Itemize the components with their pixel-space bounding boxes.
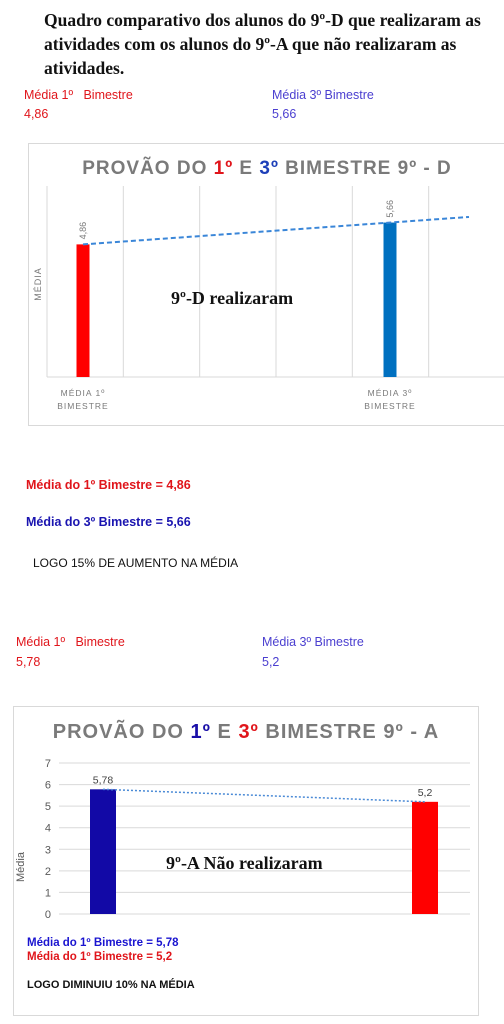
chart-d-tick-label: MÉDIA 3º (367, 388, 413, 398)
chart-a-bar (90, 789, 116, 914)
a-conclusion: LOGO DIMINUIU 10% NA MÉDIA (27, 979, 195, 991)
chart-d-title-part-4: BIMESTRE 9º - D (278, 158, 452, 179)
chart-a-tick-label: 1 (44, 887, 51, 900)
a-avg3-label: Média 3º Bimestre (262, 635, 364, 649)
chart-a-overlay: 9º-A Não realizaram (166, 853, 323, 873)
chart-a-data-label: 5,2 (417, 786, 433, 799)
d-summary-2: Média do 3º Bimestre = 5,66 (26, 515, 191, 529)
d-avg1-label: Média 1º Bimestre (24, 88, 133, 102)
chart-a-ylabel: Média (15, 852, 27, 882)
chart-a-tick-label: 2 (44, 865, 51, 878)
chart-a-tick-label: 5 (44, 801, 51, 814)
chart-a-title-part-0: PROVÃO DO (52, 721, 191, 743)
d-avg3-value: 5,66 (272, 107, 297, 121)
chart-d-title-part-2: E (233, 158, 260, 179)
a-avg1-label: Média 1º Bimestre (16, 635, 125, 649)
chart-d-bar (384, 223, 397, 377)
a-summary-1: Média do 1º Bimestre = 5,78 (27, 937, 179, 949)
chart-a-tick-label: 7 (44, 758, 51, 770)
chart-a-tick-label: 0 (44, 909, 51, 921)
a-avg1-value: 5,78 (16, 655, 41, 669)
chart-d-data-label: 5,66 (385, 200, 395, 218)
d-avg3-label: Média 3º Bimestre (272, 88, 374, 102)
chart-d-data-label: 4,86 (78, 221, 88, 240)
chart-d-title-part-0: PROVÃO DO (82, 158, 214, 179)
chart-d-bar (77, 244, 90, 377)
chart-a-title-part-2: E (210, 721, 239, 743)
chart-a-tick-label: 3 (44, 844, 51, 857)
chart-d-title-part-1: 1º (213, 158, 234, 179)
d-avg1-value: 4,86 (24, 107, 49, 121)
chart-d-tick-label: BIMESTRE (57, 401, 109, 411)
chart-a-title (14, 721, 478, 744)
chart-a-title-part-4: BIMESTRE 9º - A (258, 721, 440, 743)
chart-a-title-part-1: 1º (190, 721, 211, 743)
a-avg3-value: 5,2 (262, 655, 280, 669)
chart-d-plot (29, 144, 504, 425)
a-summary-2: Média do 1º Bimestre = 5,2 (27, 951, 173, 963)
chart-a-trendline (103, 789, 425, 802)
chart-a-card (13, 706, 479, 1016)
page-title: Quadro comparativo dos alunos do 9º-D que realizaram as atividades com os alunos do 9º-A que não realizaram as atividades. (44, 10, 481, 78)
chart-a-tick-label: 6 (44, 779, 51, 792)
chart-d-tick-label: BIMESTRE (364, 401, 416, 411)
chart-d-card (28, 143, 504, 426)
chart-d-tick-label: MÉDIA 1º (60, 388, 106, 398)
chart-d-title-part-3: 3º (259, 158, 279, 179)
chart-d-ylabel: MÉDIA (33, 267, 43, 301)
chart-a-bar (412, 802, 438, 914)
d-summary-1: Média do 1º Bimestre = 4,86 (26, 478, 191, 492)
chart-d-overlay: 9º-D realizaram (171, 288, 294, 308)
chart-a-data-label: 5,78 (92, 774, 114, 787)
d-conclusion: LOGO 15% DE AUMENTO NA MÉDIA (33, 556, 239, 570)
chart-a-title-part-3: 3º (238, 721, 259, 743)
chart-a-tick-label: 4 (44, 822, 51, 835)
